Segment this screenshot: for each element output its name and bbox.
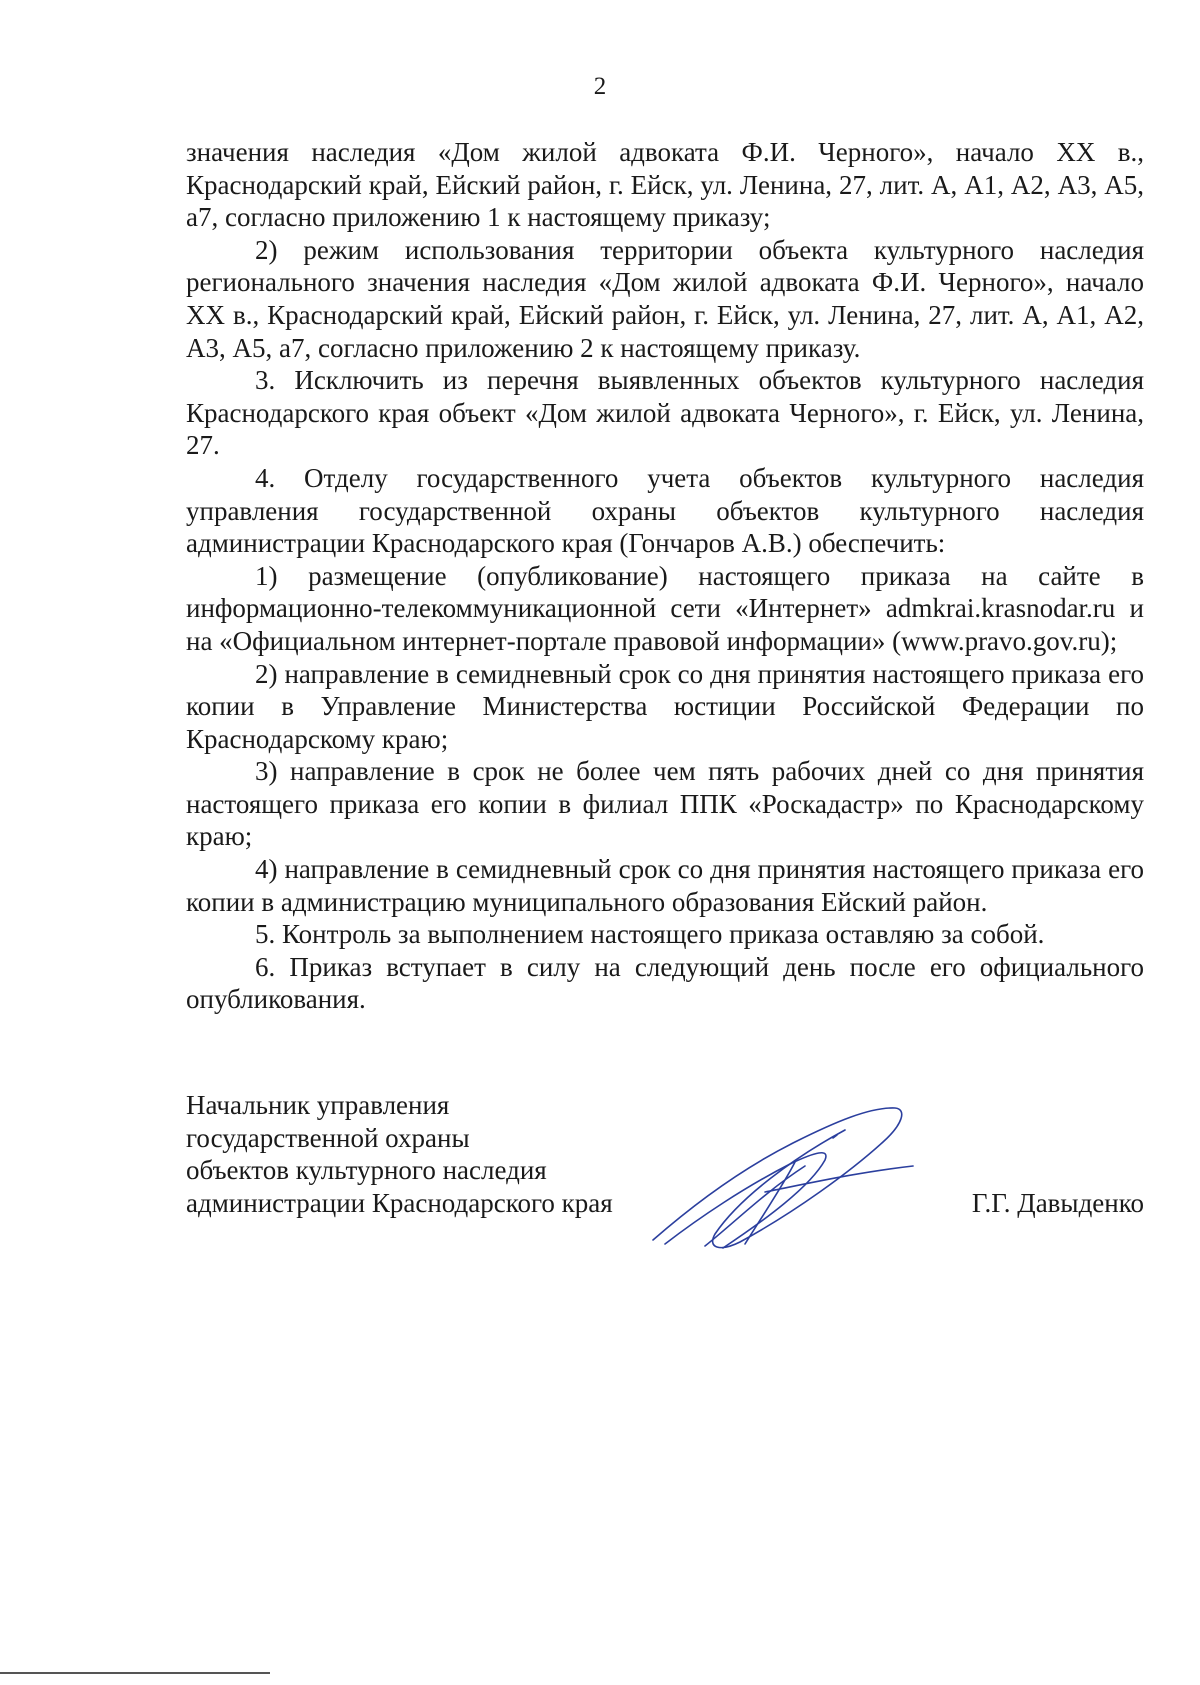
paragraph-clause-6: 6. Приказ вступает в силу на следующий день после его официального опубликования. [186, 951, 1144, 1015]
signatory-title-line: администрации Краснодарского края [186, 1187, 613, 1218]
paragraph-clause-3: 3. Исключить из перечня выявленных объектов культурного наследия Краснодарского края объект «Дом жилой адвоката Черного», г. Ейск, ул. Ленина, 27. [186, 365, 1144, 461]
paragraph-subitem-2-justice: 2) направление в семидневный срок со дня принятия настоящего приказа его копии в Управление Министерства юстиции Российской Федерации по Краснодарскому краю; [186, 658, 1144, 754]
paragraph-item-2-regime: 2) режим использования территории объекта культурного наследия регионального значения наследия «Дом жилой адвоката Ф.И. Черного», начало XX в., Краснодарский край, Ейский район, г. Ейск, ул. Ленина, 27, лит. А, А1, А2, А3, А5, а7, согласно приложению 2 к настоящему приказу. [186, 234, 1144, 363]
document-body [186, 136, 1144, 1016]
signatory-title-line: объектов культурного наследия [186, 1155, 547, 1186]
paragraph-subitem-1-publication: 1) размещение (опубликование) настоящего приказа на сайте в информационно-телекоммуникационной сети «Интернет» admkrai.krasnodar.ru и на «Официальном интернет-портале правовой информации» (www.pravo.gov.ru); [186, 560, 1144, 656]
paragraph-continuation: значения наследия «Дом жилой адвоката Ф.И. Черного», начало XX в., Краснодарский край, Ейский район, г. Ейск, ул. Ленина, 27, лит. А, А1, А2, А3, А5, а7, согласно приложению 1 к настоящему приказу; [186, 137, 1144, 233]
paragraph-clause-4: 4. Отделу государственного учета объектов культурного наследия управления государственной охраны объектов культурного наследия администрации Краснодарского края (Гончаров А.В.) обеспечить: [186, 462, 1144, 559]
signatory-title-line: государственной охраны [186, 1122, 470, 1153]
page-number: 2 [593, 73, 607, 100]
paragraph-subitem-3-roskadastr: 3) направление в срок не более чем пять рабочих дней со дня принятия настоящего приказа его копии в филиал ППК «Роскадастр» по Краснодарскому краю; [186, 756, 1144, 852]
paragraph-subitem-4-municipality: 4) направление в семидневный срок со дня принятия настоящего приказа его копии в администрацию муниципального образования Ейский район. [186, 854, 1144, 917]
footer-divider [0, 1672, 270, 1674]
paragraph-clause-5: 5. Контроль за выполнением настоящего приказа оставляю за собой. [255, 919, 1045, 950]
signatory-title-line: Начальник управления [186, 1090, 450, 1120]
signatory-name: Г.Г. Давыденко [971, 1187, 1144, 1218]
handwritten-signature [645, 1102, 925, 1252]
